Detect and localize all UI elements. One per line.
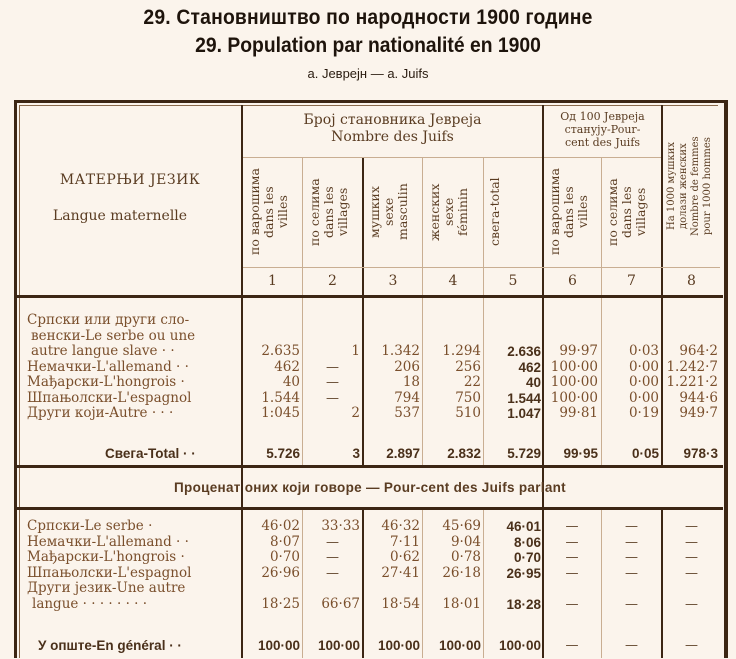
group-header-percent-l1: Од 100 Јевреја: [560, 110, 645, 123]
col-divider-6-7-s1: [601, 298, 602, 466]
col-header-4: [428, 160, 480, 264]
col-divider-4-5-s2: [483, 510, 484, 658]
table-cell: 1.544: [507, 390, 541, 406]
table-cell: 1.242·7: [666, 358, 718, 375]
col-header-5: [488, 160, 540, 264]
total-cell: 100·00: [317, 638, 360, 653]
table-cell: 0·62: [389, 549, 420, 565]
col-header-1-l3: villes: [275, 195, 290, 229]
table-cell: 510: [455, 405, 481, 421]
group-header-percent-l2: станују-Pour-: [564, 123, 641, 136]
table-cell: 462: [518, 359, 541, 375]
table-cell: 1:045: [261, 405, 300, 421]
total-cell: 100·00: [377, 638, 420, 653]
row-label: Мађарски-L'hongrois ·: [27, 374, 185, 390]
total-cell: 99·95: [563, 446, 598, 461]
col-header-4-l3: féminin: [455, 188, 470, 236]
col-header-5-l1: свега-total: [487, 177, 502, 247]
total-label: Свега-Total · ·: [105, 446, 196, 461]
col-divider-2-3-s2: [362, 510, 364, 658]
table-cell: 1: [351, 343, 360, 359]
col-header-4-l1: женских: [427, 183, 442, 241]
table-cell: 18: [402, 374, 420, 390]
table-cell: 0·00: [628, 374, 659, 390]
table-cell: —: [565, 519, 579, 534]
table-cell: —: [326, 565, 339, 581]
table-cell: —: [625, 596, 638, 612]
row-label: langue · · · · · · · ·: [32, 595, 148, 612]
table-cell: 22: [463, 374, 481, 390]
table-cell: —: [326, 390, 339, 406]
row-header-serbian: МАТЕРЊИ ЈЕЗИК: [59, 172, 201, 188]
table-cell: 1.047: [507, 406, 541, 421]
page-title-serbian: 29. Становништво по народности 1900 године: [143, 6, 593, 29]
row-label: Српски-Le serbe ·: [27, 518, 153, 534]
total-cell: 3: [352, 446, 360, 461]
total-cell: 2.832: [447, 446, 481, 461]
col-header-2-l2: dans les: [321, 186, 336, 238]
row-header-french: Langue maternelle: [52, 208, 188, 224]
col-header-1: [248, 160, 300, 264]
col-number-1: 1: [268, 273, 277, 289]
page-subtitle: a. Јеврејн — a. Juifs: [307, 66, 429, 81]
table-cell: 0·03: [628, 343, 659, 359]
table-cell: —: [685, 596, 698, 612]
table-cell: 949·7: [679, 405, 718, 421]
table-cell: 1.294: [442, 343, 481, 359]
table-cell: 7·11: [389, 533, 420, 550]
table-cell: 46·02: [261, 518, 300, 534]
col-header-3-l3: masculin: [395, 183, 410, 241]
group-header-count-sr: Број становника Јевреја: [303, 112, 482, 128]
group-header-percent-l3: cent des Juifs: [564, 136, 641, 149]
col-header-7-l2: dans les: [619, 186, 634, 238]
table-cell: 537: [394, 405, 420, 421]
table-cell: 18·28: [506, 596, 541, 612]
table-cell: 100·00: [550, 389, 598, 406]
table-cell: 0·70: [513, 550, 541, 565]
col-divider-2-3-s1: [362, 298, 364, 466]
col-header-8-l1: На 1000 мушких: [666, 142, 677, 231]
col-number-5: 5: [508, 273, 518, 289]
table-cell: —: [565, 596, 579, 612]
table-cell: 750: [455, 389, 481, 406]
table-cell: 206: [394, 358, 420, 375]
table-cell: —: [565, 550, 579, 565]
col-header-8-l4: pour 1000 hommes: [702, 137, 713, 235]
total-cell: 100·00: [257, 638, 300, 653]
col-header-2: [308, 160, 360, 264]
table-cell: —: [625, 550, 638, 565]
group2-header-divider: [544, 157, 661, 158]
page-title-french: 29. Population par nationalité en 1900: [195, 34, 541, 57]
total-cell: —: [625, 638, 638, 653]
table-cell: 40: [525, 375, 541, 390]
group-header-count-fr: Nombre des Juifs: [331, 129, 454, 145]
table-cell: 18·25: [261, 595, 300, 612]
col-header-8: [666, 108, 718, 264]
table-cell: 0·00: [628, 389, 659, 406]
colnum-divider: [243, 267, 720, 268]
col-header-3-l2: sexe: [381, 197, 396, 227]
table-cell: 0·78: [450, 549, 481, 565]
table-cell: 964·2: [679, 343, 718, 359]
table-cell: 18·01: [442, 595, 481, 612]
table-cell: 1.544: [261, 389, 300, 406]
col-header-1-l2: dans les: [261, 186, 276, 238]
row-label: Српски или други сло-: [27, 312, 190, 328]
total-cell: 100·00: [498, 638, 541, 653]
table-cell: —: [326, 359, 339, 375]
row-label: Шпањолски-L'espagnol: [27, 389, 192, 406]
col-header-7-l3: villages: [633, 187, 648, 237]
table-cell: 26·95: [506, 565, 541, 581]
table-cell: 0·19: [628, 405, 659, 421]
col-header-7-l1: по селима: [605, 178, 620, 246]
col-divider-1-2-s2: [302, 510, 303, 658]
table-cell: —: [326, 375, 339, 390]
table-cell: 26·18: [442, 564, 481, 581]
table-cell: 2: [351, 405, 360, 421]
table-cell: 45·69: [442, 518, 481, 534]
row-label: Немачки-L'allemand · ·: [27, 358, 189, 375]
table-cell: 0·00: [628, 358, 659, 375]
table-cell: 46·01: [506, 519, 541, 534]
group1-header-divider: [243, 157, 542, 158]
group-header-percent: [544, 110, 661, 149]
table-cell: —: [685, 565, 698, 581]
table-cell: 462: [274, 358, 300, 375]
table-cell: 794: [394, 389, 420, 406]
col-header-7: [606, 160, 660, 264]
col-header-6-l1: по варошима: [547, 168, 562, 256]
table-cell: 99·97: [559, 343, 598, 359]
total-cell: 100·00: [438, 638, 481, 653]
table-cell: 1.342: [381, 343, 420, 359]
col-header-6-l2: dans les: [561, 186, 576, 238]
table-cell: 26·96: [261, 564, 300, 581]
table-cell: 18·54: [381, 595, 420, 612]
table-cell: 40: [282, 374, 300, 390]
table-cell: 1.221·2: [666, 374, 718, 390]
col-header-3: [368, 160, 420, 264]
col-divider-7-8-s1: [661, 298, 663, 466]
table-cell: 8·07: [269, 533, 300, 550]
col-divider-3-4-s1: [422, 298, 423, 466]
total-label: У опште-En général · ·: [38, 638, 182, 653]
table-cell: 2.636: [507, 344, 541, 359]
section2-title-bottom-rule: [17, 507, 723, 510]
table-cell: 100·00: [550, 374, 598, 390]
table-cell: 33·33: [321, 518, 360, 534]
col-number-8: 8: [687, 273, 696, 289]
total-cell: 0·05: [631, 446, 659, 461]
col-divider-4-5-s1: [483, 298, 484, 466]
table-cell: 2.635: [261, 343, 300, 359]
col-header-8-l3: Nombre de femmes: [690, 136, 701, 236]
col-number-4: 4: [448, 273, 458, 289]
table-cell: —: [625, 565, 638, 581]
col-number-6: 6: [568, 273, 577, 289]
row-label: Мађарски-L'hongrois ·: [27, 549, 185, 565]
table-cell: —: [565, 565, 579, 581]
col-number-7: 7: [627, 273, 636, 289]
table-cell: —: [625, 534, 638, 550]
table-cell: 256: [455, 358, 481, 375]
col-header-1-l1: по варошима: [247, 168, 262, 256]
table-cell: 944·6: [679, 389, 718, 406]
table-cell: 27·41: [381, 564, 420, 581]
col-number-2: 2: [328, 273, 337, 289]
col-header-6: [548, 160, 600, 264]
table-cell: —: [565, 534, 579, 550]
col-header-3-l1: мушких: [367, 186, 382, 238]
table-cell: —: [326, 534, 339, 550]
col-header-2-l1: по селима: [307, 178, 322, 246]
total-cell: 5.729: [507, 446, 541, 461]
col-header-2-l3: villages: [335, 187, 350, 237]
col-number-3: 3: [388, 273, 398, 289]
header-bottom-rule: [17, 295, 723, 298]
row-label: Немачки-L'allemand · ·: [27, 533, 189, 550]
table-cell: 66·67: [321, 595, 360, 612]
table-cell: 100·00: [550, 358, 598, 375]
table-cell: —: [326, 550, 339, 565]
table-cell: 9·04: [450, 533, 481, 550]
row-label: autre langue slave · ·: [31, 343, 175, 359]
col-divider-label: [241, 105, 243, 658]
total-cell: —: [565, 638, 579, 653]
table-cell: 0·70: [269, 549, 300, 565]
total-cell: 5.726: [266, 446, 300, 461]
total-cell: —: [685, 638, 698, 653]
table-cell: —: [625, 519, 638, 534]
table-cell: 99·81: [559, 405, 598, 421]
col-header-6-l3: villes: [575, 195, 590, 229]
section1-bottom-rule: [17, 465, 723, 468]
row-label: Шпањолски-L'espagnol: [27, 564, 192, 581]
col-divider-3-4-s2: [422, 510, 423, 658]
col-header-4-l2: sexe: [441, 197, 456, 227]
total-cell: 978·3: [683, 446, 718, 461]
total-cell: 2.897: [386, 446, 420, 461]
table-cell: —: [685, 550, 698, 565]
col-header-8-l2: долази женских: [678, 143, 689, 229]
table-cell: —: [685, 519, 698, 534]
row-label: Други који-Autre · · ·: [27, 405, 174, 421]
group-header-count: [243, 112, 542, 146]
section-percent-title: Проценат оних који говоре — Pour-cent des Juifs parlant: [174, 480, 566, 495]
table-cell: —: [685, 534, 698, 550]
row-label: венски-Le serbe ou une: [31, 327, 196, 344]
table-cell: 46·32: [381, 518, 420, 534]
row-label: Други језик-Une autre: [27, 580, 186, 596]
table-cell: 8·06: [513, 534, 541, 550]
